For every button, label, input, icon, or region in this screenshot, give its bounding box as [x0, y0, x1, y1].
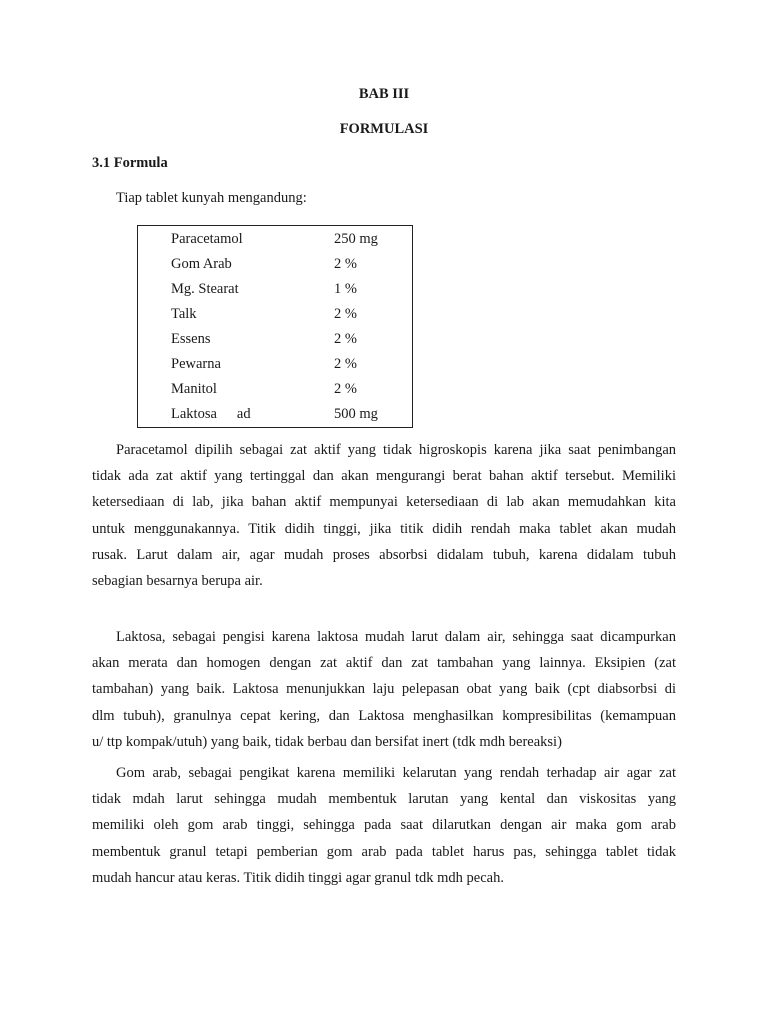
ingredient-amount: 2 % [334, 256, 357, 272]
text-line: rusak. Larut dalam air, agar mudah proses absorbsi didalam tubuh, karena didalam tubuh [92, 546, 676, 563]
text-line: Paracetamol dipilih sebagai zat aktif yang tidak higroskopis karena jika saat penimbangan [116, 442, 676, 458]
text-line: Laktosa, sebagai pengisi karena laktosa mudah larut dalam air, sehingga saat dicampurkan [116, 629, 676, 645]
chapter-title: FORMULASI [339, 121, 429, 137]
text-line: tidak ada zat aktif yang tertinggal dan akan mengurangi berat bahan aktif tersebut. Memiliki [92, 468, 676, 485]
ingredient-name [171, 406, 251, 423]
ingredient-name [171, 231, 243, 248]
text-line: akan merata dan homogen dengan zat aktif dan zat tambahan yang lainnya. Eksipien (zat [92, 655, 676, 672]
ingredient-amount: 2 % [334, 331, 357, 347]
ingredient-name-text: Paracetamol [171, 231, 243, 247]
text-line: tidak mdah larut sehingga mudah membentuk larutan yang kental dan viskositas yang [92, 791, 676, 808]
ingredient-name-text: Manitol [171, 381, 217, 397]
ingredient-name-text: Essens [171, 331, 211, 347]
ingredient-qualifier: ad [236, 406, 251, 422]
formula-row [138, 356, 412, 380]
formula-row [138, 231, 412, 255]
formula-row [138, 306, 412, 330]
paragraph-paracetamol [92, 437, 676, 594]
ingredient-amount: 250 mg [334, 231, 378, 247]
section-heading: 3.1 Formula [92, 155, 168, 171]
ingredient-name-text: Pewarna [171, 356, 221, 372]
ingredient-amount: 500 mg [334, 406, 378, 422]
text-line: dlm tubuh), granulnya cepat kering, dan Laktosa menghasilkan kompresibilitas (kemampuan [92, 707, 676, 724]
formula-intro: Tiap tablet kunyah mengandung: [116, 190, 307, 206]
ingredient-name [171, 381, 217, 398]
paragraph-laktosa [92, 624, 676, 755]
chapter-heading: BAB III [358, 86, 410, 102]
text-line: u/ ttp kompak/utuh) yang baik, tidak berbau dan bersifat inert (tdk mdh bereaksi) [92, 733, 562, 750]
text-line: Gom arab, sebagai pengikat karena memiliki kelarutan yang rendah terhadap air agar zat [116, 765, 676, 781]
ingredient-amount: 1 % [334, 281, 357, 297]
ingredient-name-text: Talk [171, 306, 197, 322]
ingredient-amount: 2 % [334, 306, 357, 322]
ingredient-name-text: Mg. Stearat [171, 281, 239, 297]
text-line: sebagian besarnya berupa air. [92, 573, 263, 590]
formula-table [137, 225, 413, 428]
formula-row [138, 281, 412, 305]
text-line: tambahan) yang baik. Laktosa menunjukkan laju pelepasan obat yang baik (cpt diabsorbsi di [92, 681, 676, 698]
formula-row [138, 406, 412, 430]
text-line: membentuk granul tetapi pemberian gom arab pada tablet harus pas, sehingga tablet tidak [92, 843, 676, 860]
formula-row [138, 381, 412, 405]
text-line: untuk menggunakannya. Titik didih tinggi, jika titik didih rendah maka tablet akan mudah [92, 520, 676, 537]
ingredient-name [171, 306, 197, 323]
ingredient-amount: 2 % [334, 356, 357, 372]
text-line: memiliki oleh gom arab tinggi, sehingga pada saat dilarutkan dengan air maka gom arab [92, 817, 676, 834]
ingredient-name [171, 256, 232, 273]
text-line: ketersediaan di lab, jika bahan aktif mempunyai ketersediaan di lab akan memudahkan kita [92, 494, 676, 511]
formula-row [138, 331, 412, 355]
ingredient-name-text: Gom Arab [171, 256, 232, 272]
ingredient-amount: 2 % [334, 381, 357, 397]
ingredient-name [171, 356, 221, 373]
ingredient-name [171, 331, 210, 348]
ingredient-name [171, 281, 239, 298]
ingredient-name-text: Laktosa [171, 406, 217, 422]
paragraph-gom-arab [92, 760, 676, 891]
formula-row [138, 256, 412, 280]
text-line: mudah hancur atau keras. Titik didih tinggi agar granul tdk mdh pecah. [92, 869, 504, 886]
